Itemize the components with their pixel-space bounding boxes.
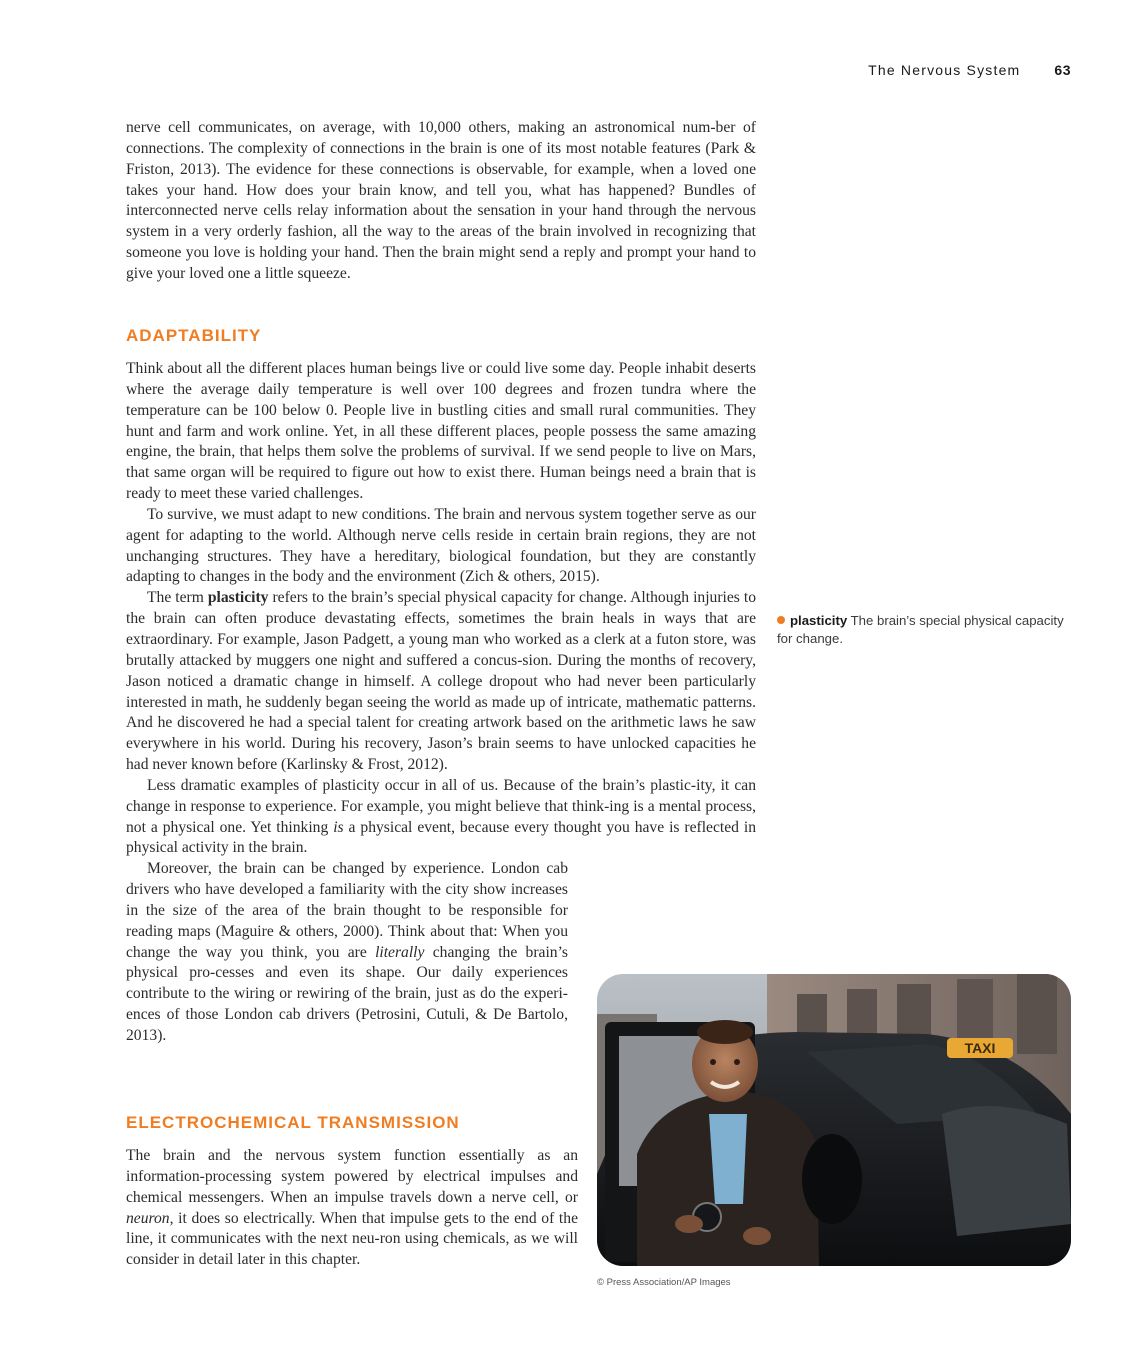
- page-number: 63: [1054, 62, 1071, 78]
- p5-lead: Moreover, the brain can be changed by experience. London cab drivers who have developed a familiarity with the city show increases in the size of the area of the brain thought to be responsible for reading maps (Maguire & others, 2000). Think about that: When you change the way you think, you are: [126, 860, 568, 961]
- adaptability-paragraph-1: Think about all the different places human beings live or could live some day. People inhabit deserts where the average daily temperature is well over 100 degrees and frozen tundra where the temperature can be 100 below 0. People live in bustling cities and small rural communities. They hunt and farm and work online. Yet, in all these different places, people possess the same amazing engine, the brain, that helps them solve the problems of survival. If we send people to live on Mars, that same organ will be required to figure out how to exist there. Human beings need a brain that is ready to meet these varied challenges.: [126, 360, 756, 503]
- e1-lead: The brain and the nervous system function essentially as an information-processing system powered by electrical impulses and chemical messengers. When an impulse travels down a nerve cell, or: [126, 1147, 578, 1206]
- p3-lead: The term: [147, 589, 208, 607]
- e1-rest: it does so electrically. When that impulse gets to the end of the line, it communicates with the next neu-ron using chemicals, as we will consider in detail later in this chapter.: [126, 1209, 578, 1269]
- key-term-plasticity: plasticity: [207, 589, 269, 607]
- photo-illustration: [597, 974, 1071, 1266]
- adaptability-paragraph-2: To survive, we must adapt to new conditions. The brain and nervous system together serve as our agent for adapting to the world. Although nerve cells reside in certain brain regions, they are not unchanging structures. They have a hereditary, biological foundation, but they are constantly adapting to changes in the body and the environment (Zich & others, 2015).: [126, 505, 756, 586]
- p5-emphasis: literally: [375, 943, 425, 961]
- bullet-dot-icon: [777, 616, 785, 624]
- e1-emphasis: neuron,: [126, 1209, 174, 1227]
- intro-text-block: [126, 118, 756, 285]
- taxi-sign-text: TAXI: [964, 1040, 996, 1056]
- intro-paragraph: nerve cell communicates, on average, with 10,000 others, making an astronomical num-ber of connections. The complexity of connections in the brain is one of its most notable features (Park & Friston, 2013). The evidence for these connections is observable, for example, when a loved one takes your hand. How does your brain know, and tell you, what has happened? Bundles of interconnected nerve cells relay information about the sensation in your hand through the nervous system in a very orderly fashion, all the way to the areas of the brain involved in recognizing that someone you love is holding your hand. Then the brain might send a reply and prompt your hand to give your loved one a little squeeze.: [126, 119, 756, 282]
- taxi-driver-photo: [597, 974, 1071, 1266]
- chapter-title: The Nervous System: [868, 62, 1021, 78]
- margin-definition-plasticity: [777, 612, 1067, 647]
- margin-term: plasticity: [790, 613, 848, 628]
- p5-rest: changing the brain’s physical pro-cesses and even its shape. Our daily experiences contribute to the wiring or rewiring of the brain, just as do the experi-ences of those London cab drivers (Petrosini, Cutuli, & De Bartolo, 2013).: [126, 943, 568, 1044]
- p4-emphasis: is: [333, 818, 344, 836]
- p4-rest: a physical event, because every thought you have is reflected in physical activity in the brain.: [126, 818, 757, 857]
- adaptability-text-block: [126, 359, 756, 1047]
- electrochemical-text-block: [126, 1146, 578, 1271]
- adaptability-paragraph-3: [126, 588, 756, 776]
- adaptability-paragraph-4: [126, 776, 756, 859]
- p4-lead: Less dramatic examples of plasticity occur in all of us. Because of the brain’s plastic-ity, it can change in response to experience. For example, you might believe that think-ing is a mental process, not a physical one. Yet thinking: [126, 776, 756, 836]
- photo-credit: © Press Association/AP Images: [597, 1277, 731, 1288]
- section-heading-electrochemical: ELECTROCHEMICAL TRANSMISSION: [126, 1113, 460, 1132]
- section-heading-adaptability: ADAPTABILITY: [126, 326, 262, 345]
- electrochemical-paragraph-1: [126, 1146, 578, 1271]
- margin-definition: The brain’s special physical capacity for change.: [777, 613, 1064, 646]
- running-head: [868, 62, 1071, 78]
- p3-rest: refers to the brain’s special physical capacity for change. Although injuries to the brain can often produce devastating effects, sometimes the brain heals in ways that are extraordinary. For example, Jason Padgett, a young man who worked as a clerk at a futon store, was brutally attacked by muggers one night and suffered a concus-sion. During the months of recovery, Jason noticed a dramatic change in himself. A college dropout who had never been particularly interested in math, he suddenly began seeing the world as made up of intricate, mathematic patterns. And he discovered he had a special talent for creating artwork based on the arithmetic laws he saw everywhere in his world. During his recovery, Jason’s brain seems to have unlocked capacities he had never known before (Karlinsky & Frost, 2012).: [126, 589, 756, 774]
